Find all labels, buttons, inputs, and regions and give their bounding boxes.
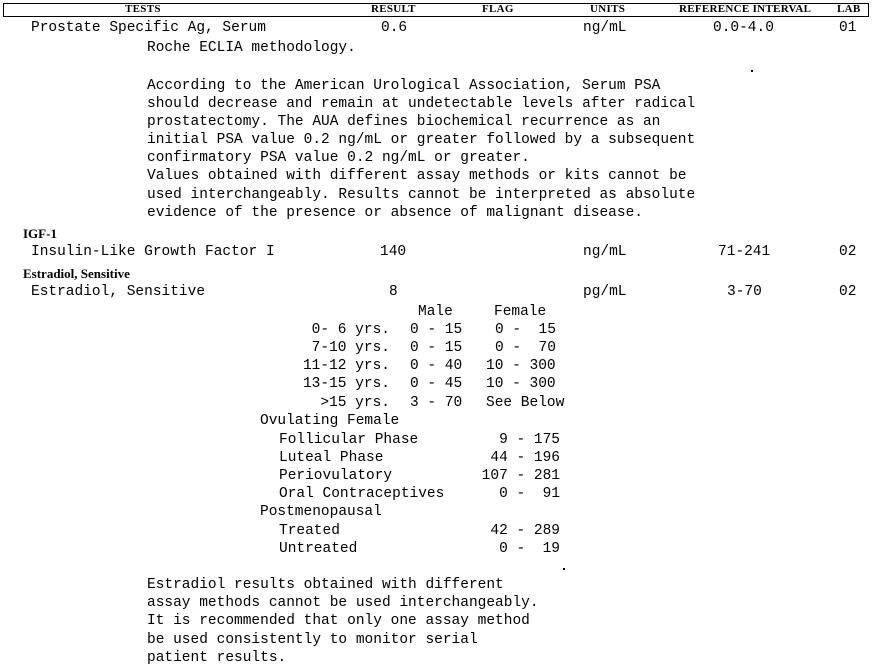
ovulating-female-label: Ovulating Female [260,413,400,429]
age-row-female: 10 - 300 [486,358,556,374]
psa-result: 0.6 [381,20,408,36]
estradiol-note-line: assay methods cannot be used interchangeably. [147,595,539,611]
postmenopausal-label: Postmenopausal [260,504,382,520]
psa-note-line: According to the American Urological Association, Serum PSA [147,78,661,94]
psa-note-line: should decrease and remain at undetectable levels after radical [147,96,696,112]
age-row-age: 11-12 yrs. [302,358,390,374]
estradiol-units: pg/mL [583,284,627,300]
psa-note-line: prostatectomy. The AUA defines biochemical recurrence as an [147,114,661,130]
phase-name: Oral Contraceptives [279,486,445,502]
age-row-female: 10 - 300 [486,376,556,392]
table-header-female: Female [494,304,547,320]
header-lab: LAB [837,3,861,15]
phase-name: Follicular Phase [279,432,419,448]
phase-range: 0 - 19 [499,541,560,557]
estradiol-note-line: Estradiol results obtained with different [147,577,504,593]
table-header-male: Male [418,304,453,320]
section-igf1: IGF-1 [23,226,57,241]
phase-name: Luteal Phase [279,450,384,466]
age-row-age: 7-10 yrs. [311,340,390,356]
psa-note-line: evidence of the presence or absence of malignant disease. [147,205,643,221]
estradiol-note-line: It is recommended that only one assay method [147,613,530,629]
igf-units: ng/mL [583,244,627,260]
stray-dot [751,70,753,72]
igf-reference-range: 71-241 [718,244,771,260]
age-row-male: 3 - 70 [410,395,463,411]
section-estradiol: Estradiol, Sensitive [23,266,130,281]
phase-range: 0 - 91 [499,486,560,502]
psa-note-line: initial PSA value 0.2 ng/mL or greater followed by a subsequent [147,132,696,148]
age-row-age: >15 yrs. [320,395,390,411]
phase-range: 42 - 289 [490,523,560,539]
header-result: RESULT [371,3,416,15]
estradiol-test-name: Estradiol, Sensitive [31,284,206,300]
igf-test-name: Insulin-Like Growth Factor I [31,244,275,260]
phase-name: Untreated [279,541,358,557]
age-row-male: 0 - 40 [410,358,463,374]
phase-range: 44 - 196 [490,450,560,466]
estradiol-result: 8 [389,284,398,300]
age-row-age: 13-15 yrs. [302,376,390,392]
psa-note-line: Values obtained with different assay methods or kits cannot be [147,168,687,184]
age-row-female: 0 - 70 [495,340,556,356]
age-row-male: 0 - 15 [410,340,463,356]
psa-note-line: used interchangeably. Results cannot be interpreted as absolute [147,187,696,203]
psa-units: ng/mL [583,20,627,36]
age-row-male: 0 - 45 [410,376,463,392]
estradiol-note-line: be used consistently to monitor serial [147,632,478,648]
age-row-male: 0 - 15 [410,322,463,338]
phase-name: Periovulatory [279,468,393,484]
header-units: UNITS [590,3,626,15]
psa-reference-range: 0.0-4.0 [713,20,774,36]
age-row-female: See Below [486,395,565,411]
header-flag: FLAG [482,3,514,15]
psa-note-line: Roche ECLIA methodology. [147,40,356,56]
age-row-age: 0- 6 yrs. [311,322,390,338]
phase-name: Treated [279,523,340,539]
estradiol-note-line: patient results. [147,650,287,666]
phase-range: 9 - 175 [499,432,560,448]
header-reference-interval: REFERENCE INTERVAL [679,3,812,15]
psa-test-name: Prostate Specific Ag, Serum [31,20,266,36]
estradiol-lab: 02 [839,284,857,300]
phase-range: 107 - 281 [481,468,560,484]
age-row-female: 0 - 15 [495,322,556,338]
igf-result: 140 [380,244,407,260]
psa-lab: 01 [839,20,857,36]
psa-note-line: confirmatory PSA value 0.2 ng/mL or greater. [147,150,530,166]
estradiol-reference-range: 3-70 [727,284,762,300]
igf-lab: 02 [839,244,857,260]
stray-dot [563,568,565,570]
header-tests: TESTS [125,3,161,15]
